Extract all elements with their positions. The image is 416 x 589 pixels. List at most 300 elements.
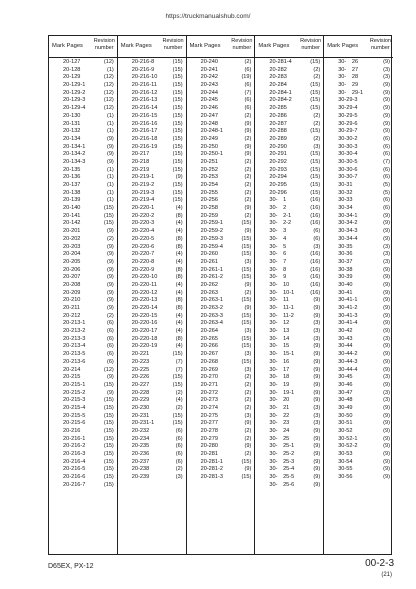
- revision-number: (6): [175, 458, 183, 465]
- page-mark: 20-207: [63, 274, 81, 281]
- table-row: [118, 328, 186, 336]
- revision-number: (7): [383, 158, 390, 165]
- revision-number: (1): [106, 197, 114, 204]
- page-mark: 30- 15: [269, 343, 290, 350]
- table-row: [255, 197, 323, 205]
- page-mark: 20-282: [269, 66, 287, 73]
- page-mark: 20-215-4: [63, 404, 86, 411]
- page-mark: 20-216-3: [63, 451, 86, 458]
- table-row: [49, 236, 117, 244]
- page-mark: 20-140: [63, 205, 81, 212]
- table-row: [324, 290, 393, 298]
- page-mark: 30-41-2: [338, 305, 358, 311]
- page-mark: 20-220-18: [131, 335, 158, 342]
- table-row: [49, 113, 117, 121]
- table-row: [324, 336, 393, 344]
- page-mark: 20-216-12: [131, 89, 158, 96]
- table-row: [187, 320, 255, 328]
- table-row: [118, 90, 186, 98]
- revision-number: (9): [383, 228, 390, 235]
- table-row: [324, 236, 393, 244]
- revision-number: (2): [244, 112, 252, 119]
- header-number: number: [301, 44, 320, 51]
- table-row: [255, 459, 323, 467]
- page-mark: 20-217: [131, 151, 150, 158]
- page-mark: 20-129-1: [63, 82, 86, 89]
- table-row: [324, 436, 393, 444]
- revision-number: (15): [241, 251, 252, 258]
- page-mark: 30-48: [338, 397, 353, 404]
- table-row: [255, 244, 323, 252]
- table-row: [324, 128, 393, 136]
- table-row: [324, 443, 393, 451]
- page-mark: 30-30-5: [338, 158, 358, 165]
- revision-number: (15): [310, 151, 321, 158]
- table-row: [118, 336, 186, 344]
- table-row: [255, 190, 323, 198]
- revision-number: (2): [313, 74, 321, 81]
- page-mark: 20-227: [131, 381, 150, 388]
- table-row: [187, 105, 255, 113]
- table-row: [255, 482, 323, 490]
- table-row: [49, 436, 117, 444]
- table-row: [255, 97, 323, 105]
- page-mark: 20-136: [63, 174, 81, 181]
- revision-number: (9): [383, 412, 390, 419]
- page-mark: 20-216-18: [131, 135, 158, 142]
- table-row: [324, 213, 393, 221]
- table-row: [324, 374, 393, 382]
- revision-number: (15): [172, 135, 183, 142]
- header-mark-pages: [190, 43, 221, 49]
- table-row: [49, 67, 117, 75]
- table-row: [324, 367, 393, 375]
- revision-number: (12): [103, 74, 114, 81]
- page-mark: 30- 11: [269, 297, 289, 304]
- page-mark: 30-34: [338, 205, 353, 212]
- page-mark: 30-36: [338, 251, 353, 258]
- revision-number: (3): [313, 404, 321, 411]
- table-row: [255, 367, 323, 375]
- table-row: [49, 97, 117, 105]
- page-mark: 30- 19-1: [269, 389, 295, 396]
- table-row: [49, 328, 117, 336]
- page-mark: 20-215-6: [63, 420, 86, 427]
- page-mark: 30-29-7: [338, 128, 358, 135]
- page-mark: 20-220-7: [131, 251, 155, 258]
- header-pages: Pages: [135, 43, 152, 49]
- revision-number: (8): [175, 235, 183, 242]
- page-mark: 30- 2-1: [269, 212, 292, 219]
- page-mark: 20-256: [200, 197, 219, 204]
- page-mark: 20-220-19: [131, 343, 158, 350]
- table-row: [49, 251, 117, 259]
- revision-number: (9): [106, 135, 114, 142]
- table-row: [324, 67, 393, 75]
- table-row: [324, 251, 393, 259]
- page-mark: 20-213-2: [63, 328, 86, 335]
- page-mark: 20-261-2: [200, 274, 223, 281]
- page-mark: 20-135: [63, 166, 81, 173]
- revision-number: (2): [244, 189, 252, 196]
- table-row: [255, 343, 323, 351]
- revision-number: (9): [106, 305, 114, 311]
- table-row: [49, 220, 117, 228]
- revision-number: (12): [103, 97, 114, 104]
- page-mark: 20-129-3: [63, 97, 86, 104]
- page-mark: 20-295: [269, 182, 287, 188]
- revision-number: (3): [175, 474, 183, 481]
- page-mark: 20-294: [269, 174, 287, 181]
- revision-number: (9): [383, 451, 390, 458]
- table-row: [324, 343, 393, 351]
- page-mark: 20-274: [200, 404, 219, 411]
- revision-number: (9): [383, 343, 390, 350]
- table-column: [255, 36, 324, 554]
- page-mark: 20-275: [200, 412, 219, 419]
- revision-number: (3): [383, 243, 390, 250]
- revision-number: (15): [241, 220, 252, 227]
- page-mark: 20-272: [200, 389, 219, 396]
- revision-number: (8): [175, 212, 183, 219]
- table-row: [49, 121, 117, 129]
- page-mark: 20-283: [269, 74, 287, 81]
- revision-number: (8): [175, 297, 183, 304]
- revision-number: (1): [106, 189, 114, 196]
- page-mark: 30-34-3: [338, 228, 358, 235]
- revision-number: (15): [310, 158, 321, 165]
- page-mark: 20-204: [63, 251, 81, 258]
- table-row: [49, 297, 117, 305]
- page-mark: 20-218: [131, 158, 150, 165]
- revision-number: (9): [383, 128, 390, 135]
- table-row: [324, 144, 393, 152]
- revision-number: (16): [310, 281, 321, 288]
- revision-number: (2): [244, 197, 252, 204]
- revision-number: (9): [383, 351, 390, 358]
- page-mark: 20-216-6: [63, 474, 86, 481]
- table-row: [255, 128, 323, 136]
- revision-number: (15): [172, 143, 183, 150]
- revision-number: (15): [241, 274, 252, 281]
- revision-number: (3): [313, 243, 321, 250]
- table-row: [187, 90, 255, 98]
- table-row: [255, 267, 323, 275]
- header-pages: Pages: [204, 43, 221, 49]
- page-mark: 20-137: [63, 182, 81, 188]
- page-mark: 20-134: [63, 135, 81, 142]
- page-mark: 20-264: [200, 328, 219, 335]
- page-mark: 30-51: [338, 420, 353, 427]
- revision-number: (15): [103, 443, 114, 450]
- page-mark: 20-248: [200, 120, 219, 127]
- revision-number: (8): [175, 305, 183, 311]
- page-mark: 20-267: [200, 351, 219, 358]
- table-row: [324, 182, 393, 190]
- table-column: [187, 36, 256, 554]
- table-row: [187, 151, 255, 159]
- table-row: [187, 74, 255, 82]
- revision-number: (3): [313, 320, 321, 327]
- table-row: [49, 228, 117, 236]
- table-row: [255, 59, 323, 67]
- page-mark: 30-45: [338, 374, 353, 381]
- revision-number: (15): [172, 381, 183, 388]
- table-row: [324, 297, 393, 305]
- table-row: [187, 213, 255, 221]
- page-mark: 30- 25-5: [269, 474, 295, 481]
- revision-number: (16): [310, 197, 321, 204]
- table-row: [118, 228, 186, 236]
- page-mark: 20-216-19: [131, 143, 158, 150]
- table-row: [324, 90, 393, 98]
- page-mark: 20-281-2: [200, 466, 223, 473]
- revision-number: (3): [383, 74, 390, 81]
- table-row: [187, 351, 255, 359]
- page-mark: 20-129: [63, 74, 81, 81]
- table-row: [187, 220, 255, 228]
- table-row: [187, 405, 255, 413]
- page-mark: 30-29-5: [338, 112, 358, 119]
- table-row: [118, 97, 186, 105]
- revision-number: (9): [313, 305, 321, 311]
- revision-number: (9): [313, 358, 321, 365]
- table-row: [187, 382, 255, 390]
- page-mark: 30-41-4: [338, 320, 358, 327]
- page-mark: 30-29-3: [338, 97, 358, 104]
- revision-number: (15): [310, 59, 321, 65]
- page-mark: 20-259-4: [200, 243, 223, 250]
- revision-number: (9): [383, 458, 390, 465]
- page-mark: 20-281-4: [269, 59, 292, 65]
- page-mark: 30- 4: [269, 235, 287, 242]
- revision-number: (6): [244, 105, 252, 112]
- revision-number: (15): [172, 82, 183, 89]
- revision-number: (15): [241, 358, 252, 365]
- page-mark: 20-134-2: [63, 151, 86, 158]
- table-row: [118, 436, 186, 444]
- page-mark: 20-263-1: [200, 297, 223, 304]
- revision-number: (15): [103, 474, 114, 481]
- table-row: [49, 59, 117, 67]
- table-row: [187, 474, 255, 482]
- revision-number: (2): [244, 174, 252, 181]
- page-mark: 30-52-2: [338, 443, 358, 450]
- page-mark: 20-213-6: [63, 358, 86, 365]
- revision-number: (9): [313, 481, 321, 488]
- revision-number: (3): [383, 397, 390, 404]
- revision-number: (15): [103, 381, 114, 388]
- page-mark: 20-242: [200, 74, 219, 81]
- header-revision-number: [370, 38, 391, 51]
- table-row: [187, 167, 255, 175]
- page-mark: 20-251: [200, 158, 219, 165]
- table-row: [187, 305, 255, 313]
- column-header: [324, 36, 393, 58]
- revision-number: (9): [313, 389, 321, 396]
- table-row: [49, 174, 117, 182]
- column-header: [49, 36, 117, 58]
- revision-number: (9): [313, 466, 321, 473]
- page-mark: 30-30-4: [338, 151, 358, 158]
- page-mark: 20-205: [63, 258, 81, 265]
- table-row: [187, 205, 255, 213]
- page-mark: 20-208: [63, 281, 81, 288]
- revision-number: (9): [106, 281, 114, 288]
- table-row: [255, 228, 323, 236]
- revision-number: (3): [383, 389, 390, 396]
- page-mark: 30- 28: [338, 74, 359, 81]
- revision-number: (15): [172, 351, 183, 358]
- page-mark: 30- 25-4: [269, 466, 295, 473]
- page-mark: 20-214: [63, 366, 81, 373]
- table-row: [49, 136, 117, 144]
- table-row: [324, 320, 393, 328]
- table-row: [49, 182, 117, 190]
- table-row: [49, 413, 117, 421]
- page-mark: 20-281-1: [200, 458, 223, 465]
- revision-number: (6): [175, 443, 183, 450]
- table-row: [255, 82, 323, 90]
- revision-number: (16): [310, 289, 321, 296]
- table-row: [255, 105, 323, 113]
- table-row: [324, 405, 393, 413]
- page-mark: 20-284: [269, 82, 287, 89]
- revision-number: (16): [310, 274, 321, 281]
- page-mark: 20-277: [200, 420, 219, 427]
- page-mark: 20-247: [200, 112, 219, 119]
- revision-number: (9): [383, 297, 390, 304]
- page-mark: 30- 6: [269, 251, 287, 258]
- table-row: [118, 59, 186, 67]
- table-row: [118, 443, 186, 451]
- revision-number: (2): [175, 389, 183, 396]
- table-row: [118, 190, 186, 198]
- revision-number: (6): [106, 343, 114, 350]
- page-mark: 20-288: [269, 128, 287, 135]
- revision-number: (9): [383, 466, 390, 473]
- revision-number: (7): [175, 366, 183, 373]
- revision-number: (15): [172, 59, 183, 65]
- page-mark: 20-269: [200, 366, 219, 373]
- header-mark-pages: [52, 43, 83, 49]
- table-row: [118, 382, 186, 390]
- revision-number: (9): [383, 312, 390, 319]
- table-row: [118, 128, 186, 136]
- table-row: [49, 167, 117, 175]
- revision-number: (15): [310, 128, 321, 135]
- table-row: [187, 197, 255, 205]
- revision-number: (9): [383, 105, 390, 112]
- page-mark: 30- 10-1: [269, 289, 295, 296]
- revision-number: (15): [103, 466, 114, 473]
- header-revision: Revision: [300, 38, 322, 44]
- page-mark: 30-55: [338, 466, 353, 473]
- revision-number: (9): [244, 443, 252, 450]
- table-row: [255, 320, 323, 328]
- revision-number: (15): [172, 374, 183, 381]
- page-mark: 20-281: [200, 451, 219, 458]
- table-row: [49, 159, 117, 167]
- revision-number: (4): [175, 328, 183, 335]
- table-row: [324, 466, 393, 474]
- table-row: [255, 159, 323, 167]
- page-mark: 20-271: [200, 381, 219, 388]
- revision-number: (12): [103, 366, 114, 373]
- page-mark: 30- 12: [269, 320, 290, 327]
- revision-number: (15): [172, 128, 183, 135]
- page-mark: 30- 10: [269, 281, 290, 288]
- revision-number: (9): [313, 397, 321, 404]
- page-mark: 30- 24: [269, 428, 290, 434]
- revision-number: (15): [310, 105, 321, 112]
- revision-number: (15): [310, 82, 321, 89]
- page-mark: 20-293: [269, 166, 287, 173]
- table-row: [49, 451, 117, 459]
- table-row: [187, 290, 255, 298]
- page-mark: 30-40: [338, 281, 353, 288]
- table-row: [49, 359, 117, 367]
- page-mark: 20-237: [131, 458, 150, 465]
- table-row: [118, 151, 186, 159]
- page-mark: 20-236: [131, 451, 150, 458]
- revision-number: (9): [383, 320, 390, 327]
- revision-number: (4): [175, 289, 183, 296]
- revision-number: (16): [310, 258, 321, 265]
- header-revision: Revision: [369, 38, 391, 44]
- header-revision-number: [300, 38, 321, 51]
- page-mark: 20-220-4: [131, 228, 155, 235]
- revision-number: (15): [241, 243, 252, 250]
- page-mark: 20-241: [200, 66, 219, 73]
- table-row: [49, 105, 117, 113]
- page-mark: 30- 16: [269, 358, 290, 365]
- header-number: number: [232, 44, 252, 51]
- revision-number: (15): [172, 182, 183, 188]
- table-row: [255, 328, 323, 336]
- page-number: 00-2-3: [365, 558, 394, 569]
- revision-number: (3): [313, 328, 321, 335]
- table-row: [49, 74, 117, 82]
- header-mark-pages: [258, 43, 289, 49]
- table-row: [49, 197, 117, 205]
- revision-number: (15): [310, 166, 321, 173]
- table-row: [49, 320, 117, 328]
- table-row: [324, 313, 393, 321]
- revision-number: (12): [103, 89, 114, 96]
- table-row: [324, 359, 393, 367]
- revision-number: (9): [383, 404, 390, 411]
- table-row: [255, 474, 323, 482]
- table-row: [324, 82, 393, 90]
- revision-number: (3): [244, 412, 252, 419]
- page-mark: 30-37: [338, 258, 353, 265]
- table-row: [49, 213, 117, 221]
- revision-number: (15): [310, 97, 321, 104]
- revision-number: (4): [175, 343, 183, 350]
- page-mark: 30-44-4: [338, 366, 358, 373]
- table-row: [118, 474, 186, 482]
- page-mark: 20-228: [131, 389, 150, 396]
- table-row: [255, 220, 323, 228]
- table-row: [255, 397, 323, 405]
- revision-number: (15): [172, 97, 183, 104]
- page-mark: 20-259-3: [200, 235, 223, 242]
- table-row: [324, 274, 393, 282]
- table-row: [324, 382, 393, 390]
- table-row: [49, 474, 117, 482]
- page-mark: 20-287: [269, 120, 287, 127]
